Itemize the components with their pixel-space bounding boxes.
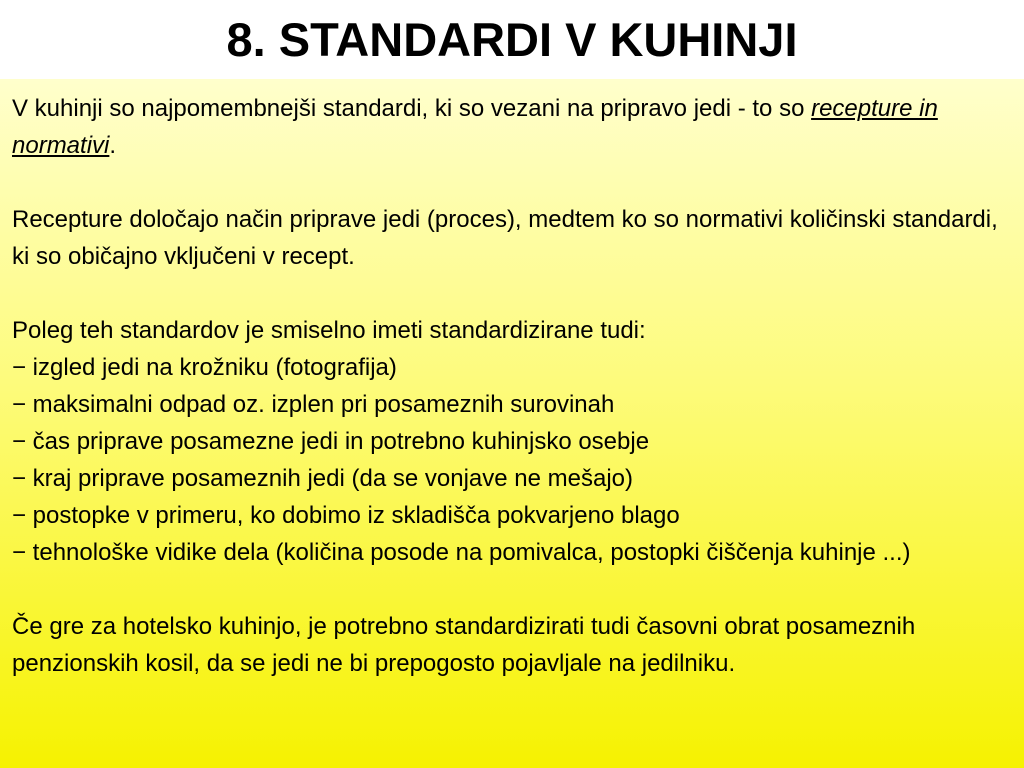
list-item: − tehnološke vidike dela (količina posode na pomivalca, postopki čiščenja kuhinje ...) — [12, 539, 911, 566]
list-item: − čas priprave posamezne jedi in potrebno kuhinjsko osebje — [12, 428, 650, 455]
paragraph-standards — [12, 90, 1016, 164]
slide-title: 8. STANDARDI V KUHINJI — [226, 13, 798, 66]
list-item: − maksimalni odpad oz. izplen pri posameznih surovinah — [12, 391, 615, 418]
content-box — [0, 79, 1024, 768]
paragraph-standards-end: . — [109, 132, 117, 159]
paragraph-additional-standards — [12, 312, 1016, 571]
list-item: − postopke v primeru, ko dobimo iz skladišča pokvarjeno blago — [12, 502, 680, 529]
list-item: − izgled jedi na krožniku (fotografija) — [12, 354, 397, 381]
list-item: − kraj priprave posameznih jedi (da se vonjave ne mešajo) — [12, 465, 633, 492]
additional-standards-intro: Poleg teh standardov je smiselno imeti standardizirane tudi: — [12, 317, 646, 344]
paragraph-hotel-kitchen: Če gre za hotelsko kuhinjo, je potrebno standardizirati tudi časovni obrat posameznih penzionskih kosil, da se jedi ne bi prepogosto pojavljale na jedilniku. — [12, 613, 916, 677]
recipes-and-norms-emphasis: recepture in normativi — [12, 95, 938, 159]
paragraph-recipes: Recepture določajo način priprave jedi (proces), medtem ko so normativi količinski standardi, ki so običajno vključeni v recept. — [12, 206, 998, 270]
paragraph-standards-text: V kuhinji so najpomembnejši standardi, ki so vezani na pripravo jedi - to so — [12, 95, 812, 122]
